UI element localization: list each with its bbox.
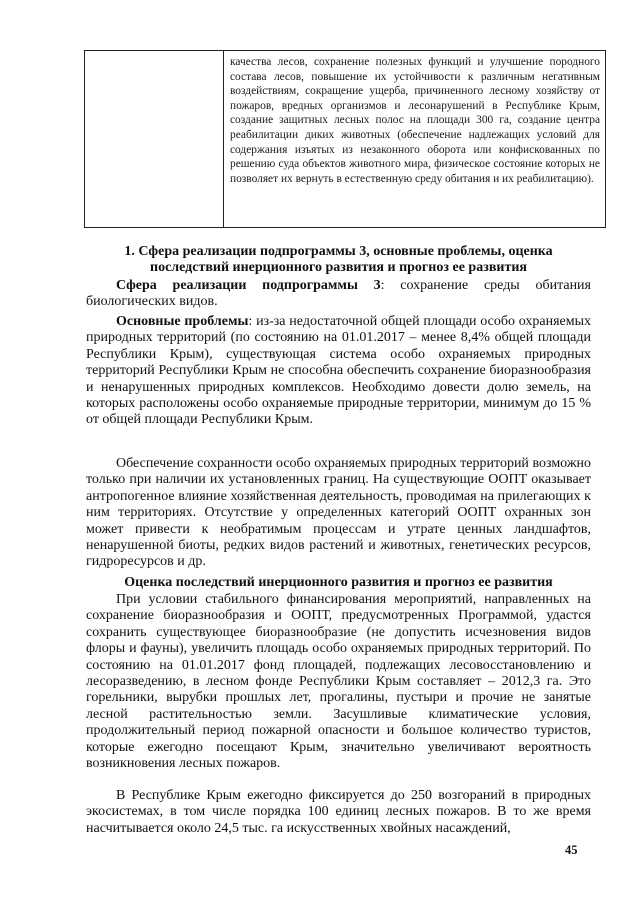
table-right-cell-text: качества лесов, сохранение полезных функций и улучшение породного состава лесов, повышение их устойчивости к различным негативным воздействиям, сокращение ущерба, причиненного лесному хозяйству от пожаров, вредных организмов и лесонарушений в Республике Крым, создание защитных лесных полос на площади 300 га, создание центра реабилитации диких животных (обеспечение надлежащих условий для содержания изъятых из незаконного оборота или конфискованных по решению суда объектов животного мира, физическое состояние которых не позволяет их вернуть в естественную среду обитания и их реабилитацию). bbox=[230, 56, 600, 185]
problems-label: Основные проблемы bbox=[116, 314, 249, 329]
sphere-paragraph bbox=[86, 278, 591, 311]
sphere-label: Сфера реализации подпрограммы 3 bbox=[116, 278, 381, 293]
fires-paragraph: В Республике Крым ежегодно фиксируется до 250 возгораний в природных экосистемах, в том числе порядка 100 единиц лесных пожаров. В то же время насчитывается около 24,5 тыс. га искусственных хвойных насаждений, bbox=[86, 788, 591, 836]
table-left-cell bbox=[85, 51, 224, 227]
section-heading: 1. Сфера реализации подпрограммы 3, основные проблемы, оценка последствий инерционного развития и прогноз ее развития bbox=[124, 244, 553, 276]
page-number: 45 bbox=[565, 843, 578, 857]
table-right-cell bbox=[224, 51, 605, 227]
sphere-text: : сохранение среды обитания биологических видов. bbox=[86, 278, 591, 310]
assessment-heading: Оценка последствий инерционного развития и прогноз ее развития bbox=[124, 575, 553, 590]
problems-paragraph bbox=[86, 314, 591, 429]
problems-text: : из-за недостаточной общей площади особо охраняемых природных территорий (по состоянию на 01.01.2017 – менее 8,4% общей площади Республики Крым), существующая система особо охраняемых природных территорий Республики Крым не способна обеспечить сохранение биоразнообразия и ненарушенных природных комплексов. Необходимо довести долю земель, на которых расположены особо охраняемые природные территории, минимум до 15 % от общей площади Республики Крым. bbox=[86, 314, 592, 428]
conditions-paragraph: При условии стабильного финансирования мероприятий, направленных на сохранение биоразнообразия и ООПТ, предусмотренных Программой, удастся сохранить существующее биоразнообразие (не допустить исчезновения видов флоры и фауны), увеличить площадь особо охраняемых природных территорий. По состоянию на 01.01.2017 фонд площадей, подлежащих лесовосстановлению и лесоразведению, в лесном фонде Республики Крым составляет – 2012,3 га. Это горельники, вырубки прошлых лет, прогалины, пустыри и прочие не занятые лесной растительностью земли. Засушливые климатические условия, продолжительный период пожарной опасности и большое количество туристов, которые ежегодно посещают Крым, значительно увеличивают вероятность возникновения лесных пожаров. bbox=[86, 592, 591, 772]
boundaries-paragraph: Обеспечение сохранности особо охраняемых природных территорий возможно только при наличии их установленных границ. На существующие ООПТ оказывает антропогенное влияние хозяйственная деятельность, проводимая на прилегающих к ним территориях. Отсутствие у определенных категорий ООПТ охранных зон может привести к необратимым процессам и утрате ценных ландшафтов, ненарушенной биоты, редких видов растений и животных, генетических ресурсов, гидроресурсов и др. bbox=[86, 456, 591, 570]
program-table bbox=[84, 50, 606, 228]
